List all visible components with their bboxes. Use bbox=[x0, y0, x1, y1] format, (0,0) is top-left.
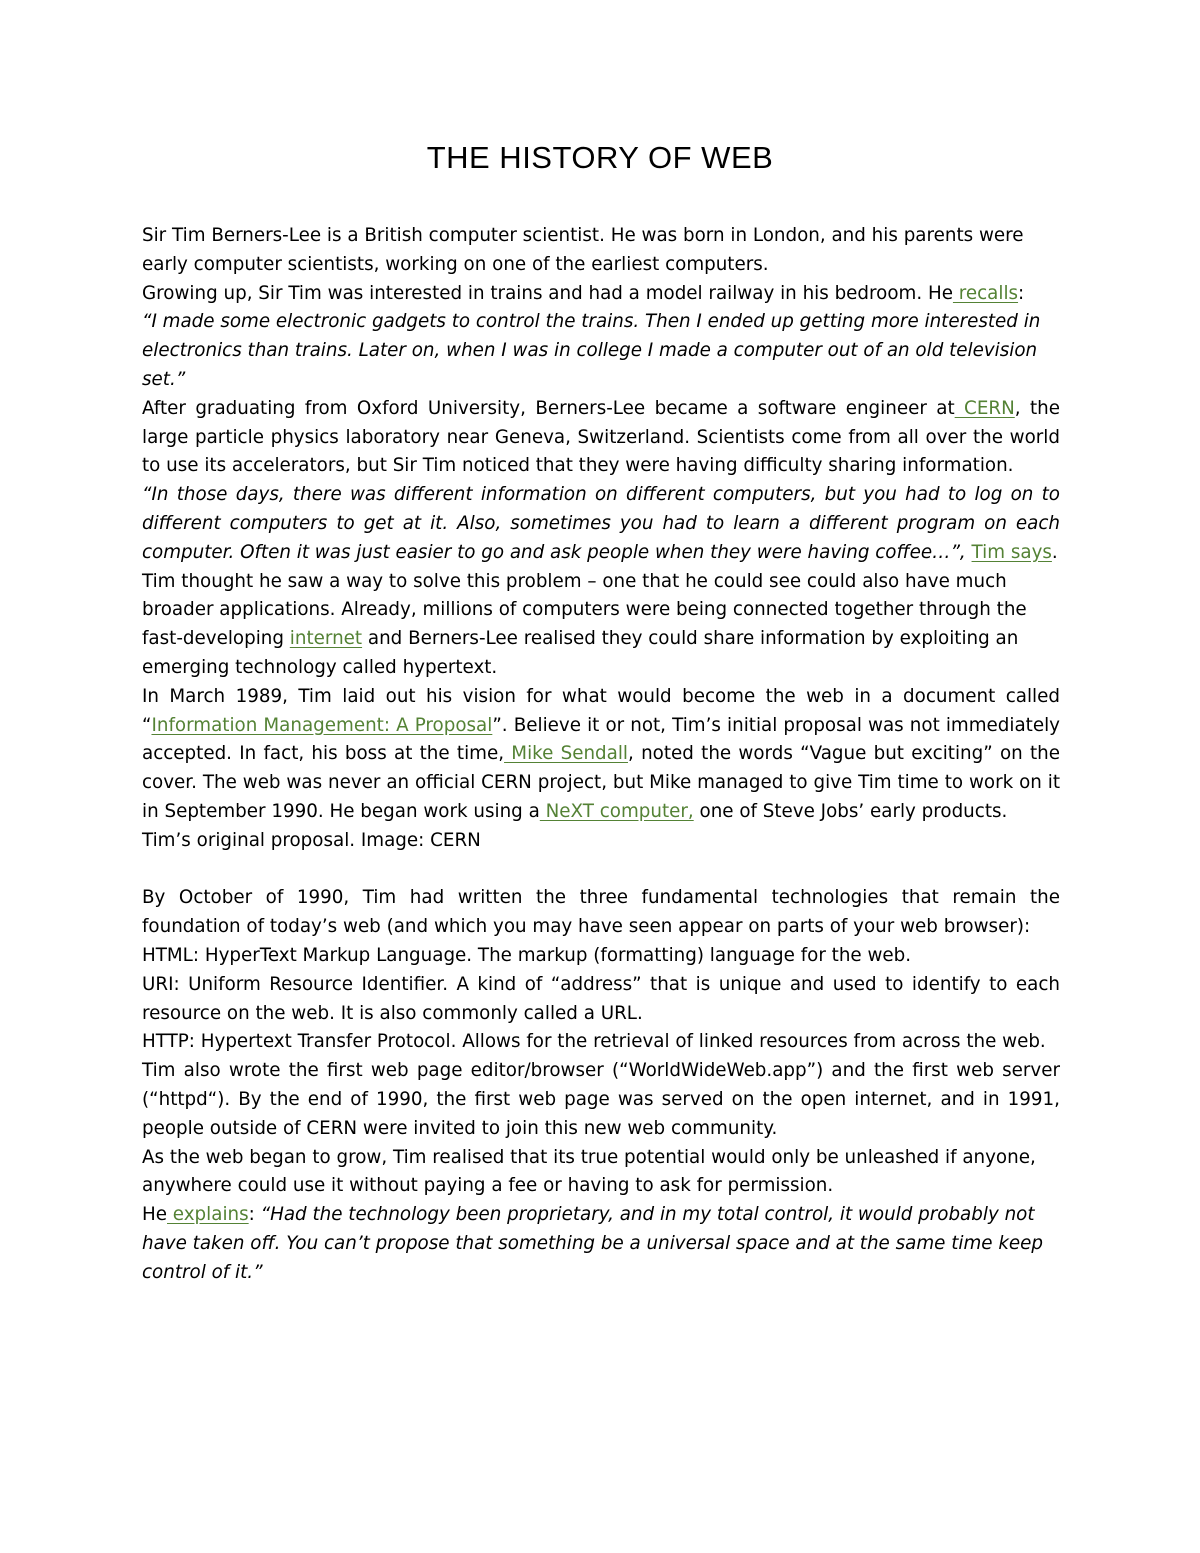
paragraph-explains bbox=[142, 1201, 1060, 1287]
definition-http: HTTP: Hypertext Transfer Protocol. Allows for the retrieval of linked resources from across the web. bbox=[142, 1031, 1046, 1053]
text: , noted the words “Vague but exciting” on the cover. The web was never an official CERN project, but Mike managed to give Tim time to work on it in September 1990. He began work using a bbox=[142, 743, 1061, 822]
cern-link[interactable]: CERN bbox=[954, 397, 1015, 419]
explains-link[interactable]: explains bbox=[167, 1204, 249, 1226]
document-body bbox=[142, 222, 1060, 1287]
definition-html: HTML: HyperText Markup Language. The markup (formatting) language for the web. bbox=[142, 944, 912, 966]
text: ”. Believe it or not, Tim’s initial proposal was not immediately accepted. In fact, his boss at the time, bbox=[142, 714, 1060, 765]
recalls-link[interactable]: recalls bbox=[952, 282, 1019, 304]
paragraph-growing-up bbox=[142, 280, 1060, 309]
tim-says-link[interactable]: Tim says bbox=[971, 541, 1052, 563]
mike-sendall-link[interactable]: Mike Sendall bbox=[504, 743, 629, 765]
text: Growing up, Sir Tim was interested in trains and had a model railway in his bedroom. He bbox=[142, 282, 953, 304]
paragraph-potential: As the web began to grow, Tim realised that its true potential would only be unleashed if anyone, anywhere could use it without paying a fee or having to ask for permission. bbox=[142, 1146, 1036, 1197]
quote-trains: “I made some electronic gadgets to control the trains. Then I ended up getting more interested in electronics than trains. Later on, when I was in college I made a computer out of an old television set.” bbox=[142, 311, 1041, 390]
text: one of Steve Jobs’ early products. bbox=[693, 800, 1008, 822]
internet-link[interactable]: internet bbox=[289, 628, 363, 650]
quote-text: “In those days, there was different information on different computers, but you had to log on to different computers to get at it. Also, sometimes you had to learn a different program on each computer. Often it was just easier to go and ask people when they were having coffee…”, bbox=[142, 484, 1060, 563]
paragraph-intro: Sir Tim Berners-Lee is a British computer scientist. He was born in London, and his parents were early computer scientists, working on one of the earliest computers. bbox=[142, 225, 1024, 275]
paragraph-hypertext bbox=[142, 568, 1060, 683]
text: and Berners-Lee realised they could share information by exploiting an emerging technology called hypertext. bbox=[142, 628, 1019, 678]
page-title: THE HISTORY OF WEB bbox=[426, 140, 774, 175]
paragraph-proposal bbox=[142, 683, 1060, 827]
text: After graduating from Oxford University, Berners-Lee became a software engineer at bbox=[142, 397, 955, 419]
text: Tim thought he saw a way to solve this problem – one that he could see could also have much broader applications. Already, millions of computers were being connected together through the fast-developing bbox=[142, 570, 1027, 650]
paragraph-first-browser: Tim also wrote the first web page editor/browser (“WorldWideWeb.app”) and the first web server (“httpd“). By the end of 1990, the first web page was served on the open internet, and in 1991, people outside of CERN were invited to join this new web community. bbox=[142, 1060, 1060, 1139]
text: He bbox=[142, 1204, 167, 1226]
quote-those-days bbox=[142, 481, 1060, 567]
paragraph-cern bbox=[142, 395, 1060, 481]
text: . bbox=[1051, 541, 1058, 563]
definition-uri: URI: Uniform Resource Identifier. A kind of “address” that is unique and used to identify to each resource on the web. It is also commonly called a URL. bbox=[142, 973, 1060, 1024]
text: : bbox=[248, 1204, 261, 1226]
paragraph-technologies: By October of 1990, Tim had written the three fundamental technologies that remain the foundation of today’s web (and which you may have seen appear on parts of your web browser): bbox=[142, 887, 1060, 938]
image-caption: Tim’s original proposal. Image: CERN bbox=[142, 829, 481, 851]
text: : bbox=[1018, 282, 1025, 304]
text: , the large particle physics laboratory near Geneva, Switzerland. Scientists come from all over the world to use its accelerators, but Sir Tim noticed that they were having difficulty sharing information. bbox=[142, 397, 1060, 477]
text: In March 1989, Tim laid out his vision for what would become the web in a document called “ bbox=[142, 685, 1060, 736]
blank-line bbox=[142, 856, 1060, 885]
quote-proprietary: “Had the technology been proprietary, and in my total control, it would probably not have taken off. You can’t propose that something be a universal space and at the same time keep control of it.” bbox=[142, 1204, 1044, 1283]
proposal-link[interactable]: Information Management: A Proposal bbox=[151, 714, 493, 736]
next-computer-link[interactable]: NeXT computer, bbox=[539, 800, 694, 822]
